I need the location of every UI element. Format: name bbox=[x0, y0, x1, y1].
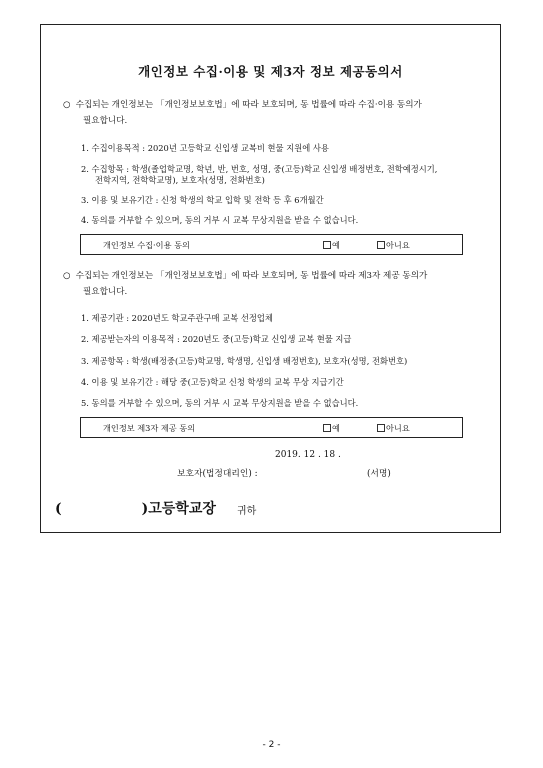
section1-consent-label: 개인정보 수집·이용 동의 bbox=[103, 240, 190, 250]
section2-intro-line1: 수집되는 개인정보는 「개인정보보호법」에 따라 보호되며, 동 법률에 따라 제3자 제공 동의가 bbox=[75, 271, 428, 281]
section1-item-3: 3. 이용 및 보유기간 : 신청 학생의 학교 입학 및 전학 등 후 6개월간 bbox=[81, 195, 324, 205]
section1-item-2-text: 2. 수집항목 : 학생(졸업학교명, 학년, 반, 번호, 성명, 중(고등)학교 신입생 배정번호, 전학예정시기, bbox=[81, 164, 438, 174]
bullet-circle: ○ bbox=[63, 271, 71, 281]
consent-form bbox=[40, 24, 501, 533]
section1-intro-line1: 수집되는 개인정보는 「개인정보보호법」에 따라 보호되며, 동 법률에 따라 수집·이용 동의가 bbox=[75, 100, 422, 110]
page-number: - 2 - bbox=[262, 740, 281, 750]
section2-item-3: 3. 제공항목 : 학생(배정중(고등)학교명, 학생명, 신입생 배정번호), 보호자(성명, 전화번호) bbox=[81, 356, 408, 366]
section2-item-5: 5. 동의를 거부할 수 있으며, 동의 거부 시 교복 무상지원을 받을 수 없습니다. bbox=[81, 398, 359, 408]
principal-label: )고등학교장 bbox=[141, 501, 216, 517]
principal-open-paren: ( bbox=[55, 501, 62, 517]
section1-item-4: 4. 동의를 거부할 수 있으며, 동의 거부 시 교복 무상지원을 받을 수 없습니다. bbox=[81, 215, 359, 225]
section2-consent-label: 개인정보 제3자 제공 동의 bbox=[103, 423, 196, 433]
checkbox-icon[interactable] bbox=[323, 424, 331, 432]
section2-intro-line2: 필요합니다. bbox=[83, 287, 128, 297]
section2-intro bbox=[63, 268, 489, 300]
principal-line bbox=[55, 498, 216, 518]
section2-item-2: 2. 제공받는자의 이용목적 : 2020년도 중(고등)학교 신입생 교복 현물 지급 bbox=[81, 334, 352, 344]
section1-consent-row bbox=[80, 234, 463, 255]
section1-item-2 bbox=[81, 163, 437, 186]
section2-item-4: 4. 이용 및 보유기간 : 해당 중(고등)학교 신청 학생의 교복 무상 지급기간 bbox=[81, 377, 344, 387]
section2-yes-label: 예 bbox=[332, 423, 340, 433]
section1-no-label: 아니요 bbox=[386, 240, 410, 250]
form-title: 개인정보 수집·이용 및 제3자 정보 제공동의서 bbox=[138, 64, 403, 79]
section2-item-1: 1. 제공기관 : 2020년도 학교주관구매 교복 선정업체 bbox=[81, 313, 273, 323]
guardian-label: 보호자(법정대리인) : bbox=[177, 469, 258, 479]
checkbox-icon[interactable] bbox=[377, 241, 385, 249]
section1-yes-option[interactable] bbox=[323, 240, 340, 251]
section2-consent-row bbox=[80, 417, 463, 438]
section2-no-label: 아니요 bbox=[386, 423, 410, 433]
checkbox-icon[interactable] bbox=[377, 424, 385, 432]
section1-intro bbox=[63, 97, 489, 129]
section1-intro-line2: 필요합니다. bbox=[83, 116, 128, 126]
section1-item-1: 1. 수집이용목적 : 2020년 고등학교 신입생 교복비 현물 지원에 사용 bbox=[81, 143, 329, 153]
section1-no-option[interactable] bbox=[377, 240, 410, 251]
section2-yes-option[interactable] bbox=[323, 423, 340, 434]
bullet-circle: ○ bbox=[63, 100, 71, 110]
form-date: 2019. 12 . 18 . bbox=[275, 450, 341, 460]
checkbox-icon[interactable] bbox=[323, 241, 331, 249]
section1-item-2-cont: 전학지역, 전학학교명), 보호자(성명, 전화번호) bbox=[95, 175, 265, 185]
signature-label: (서명) bbox=[367, 469, 391, 479]
section1-yes-label: 예 bbox=[332, 240, 340, 250]
section2-no-option[interactable] bbox=[377, 423, 410, 434]
regards-label: 귀하 bbox=[237, 506, 257, 517]
